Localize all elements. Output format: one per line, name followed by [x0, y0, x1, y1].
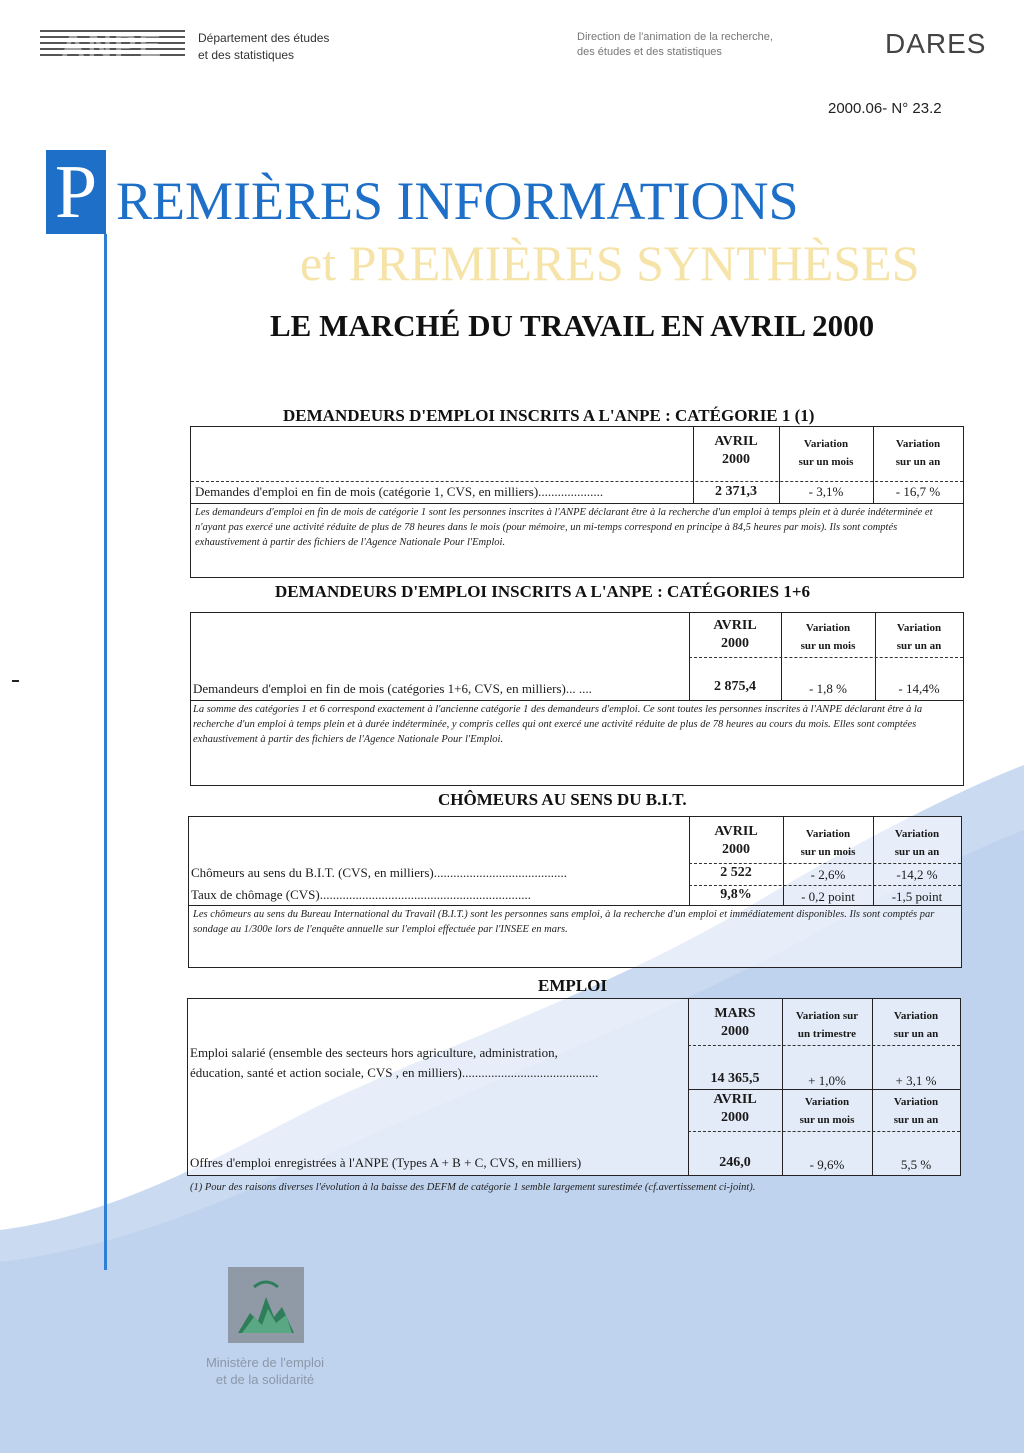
section-title-bit: CHÔMEURS AU SENS DU B.I.T.	[438, 790, 687, 809]
row-label-demandeurs: Demandeurs d'emploi en fin de mois (catégories 1+6, CVS, en milliers)... ....	[193, 681, 592, 696]
issue-number: 2000.06- N° 23.2	[828, 100, 942, 117]
col-header-var-month: Variation sur un mois	[800, 622, 856, 652]
table-cat16	[190, 612, 964, 786]
section-title-cat16: DEMANDEURS D'EMPLOI INSCRITS A L'ANPE : CATÉGORIES 1+6	[275, 582, 811, 601]
department-label	[198, 30, 329, 64]
section-title-emploi: EMPLOI	[538, 976, 607, 995]
row-label-offres: Offres d'emploi enregistrées à l'ANPE (Types A + B + C, CVS, en milliers)	[190, 1155, 582, 1170]
col-header-var-year: Variation sur un an	[894, 828, 940, 858]
footnote: (1) Pour des raisons diverses l'évolution à la baisse des DEFM de catégorie 1 semble largement surestimée (cf.avertissement ci-joint).	[190, 1182, 756, 1193]
col-header-avril: AVRIL 2000	[713, 618, 757, 651]
department-line-2: et des statistiques	[198, 48, 295, 62]
row-label-emploi-line2: éducation, santé et action sociale, CVS , en milliers)..........................................	[190, 1065, 599, 1080]
col-header-var-quarter: Variation sur un trimestre	[795, 1010, 859, 1040]
var-year-chomeurs: -14,2 %	[896, 867, 938, 882]
var-month-demandes: - 3,1%	[808, 484, 844, 499]
department-line-1: Département des études	[198, 31, 330, 45]
direction-label	[577, 30, 773, 60]
note-cat16: La somme des catégories 1 et 6 correspond exactement à l'ancienne catégorie 1 des demandeurs d'emploi. Ce sont toutes les personnes inscrites à l'ANPE déclarant être à la recherche d'un emploi à temps plein et à durée indéterminée, y compris celles qui ont exercé une activité réduite de plus de 78 heures au cours du mois. Elles sont comptées exhaustivement à partir des fichiers de l'Agence Nationale Pour l'Emploi.	[193, 704, 923, 745]
ministry-line-2: et de la solidarité	[215, 1372, 315, 1387]
ministry-logo	[228, 1267, 304, 1343]
col-header-var-month: Variation sur un mois	[800, 828, 856, 858]
page-title: LE MARCHÉ DU TRAVAIL EN AVRIL 2000	[270, 308, 875, 343]
margin-mark	[12, 680, 19, 682]
table-cat1	[190, 426, 964, 578]
col-header-mars: MARS 2000	[714, 1006, 756, 1039]
value-emploi: 14 365,5	[710, 1071, 760, 1086]
col-header-var-month: Variation sur un mois	[799, 1096, 855, 1126]
row-label-demandes: Demandes d'emploi en fin de mois (catégorie 1, CVS, en milliers)....................	[195, 484, 604, 499]
section-title-cat1: DEMANDEURS D'EMPLOI INSCRITS A L'ANPE : CATÉGORIE 1 (1)	[283, 406, 815, 425]
publication-subtitle: et PREMIÈRES SYNTHÈSES	[300, 235, 920, 291]
table-emploi	[187, 998, 961, 1176]
col-header-var-year: Variation sur un an	[895, 438, 941, 468]
var-year-emploi: + 3,1 %	[895, 1073, 937, 1088]
col-header-var-year: Variation sur un an	[893, 1010, 939, 1040]
table-bit	[188, 816, 962, 968]
var-month-chomeurs: - 2,6%	[810, 867, 846, 882]
value-taux: 9,8%	[720, 887, 752, 902]
anpe-logo	[40, 26, 185, 62]
ministry-label	[180, 1354, 350, 1388]
var-year-offres: 5,5 %	[900, 1157, 932, 1172]
value-demandes: 2 371,3	[715, 484, 757, 499]
var-year-demandeurs: - 14,4%	[898, 681, 940, 696]
col-header-var-year-2: Variation sur un an	[893, 1096, 939, 1126]
var-month-demandeurs: - 1,8 %	[809, 681, 847, 696]
dares-label: DARES	[885, 28, 987, 59]
col-header-avril: AVRIL 2000	[714, 824, 758, 857]
value-offres: 246,0	[719, 1155, 751, 1170]
col-header-avril: AVRIL 2000	[714, 434, 758, 467]
note-bit: Les chômeurs au sens du Bureau International du Travail (B.I.T.) sont les personnes sans emploi, à la recherche d'un emploi et immédiatement disponibles. Ils sont comptés par sondage au 1/300e lors de l'enquête annuelle sur l'emploi effectuée par l'INSEE en mars.	[193, 909, 935, 935]
row-label-chomeurs: Chômeurs au sens du B.I.T. (CVS, en milliers).........................................	[191, 865, 568, 880]
direction-line-2: des études et des statistiques	[577, 46, 722, 58]
var-month-offres: - 9,6%	[809, 1157, 845, 1172]
col-header-var-month: Variation sur un mois	[798, 438, 854, 468]
var-year-demandes: - 16,7 %	[895, 484, 941, 499]
title-vertical-rule	[104, 234, 107, 1270]
var-quarter-emploi: + 1,0%	[808, 1073, 846, 1088]
svg-text:ANPE: ANPE	[60, 27, 164, 62]
title-initial-box: P	[46, 150, 106, 234]
publication-title: REMIÈRES INFORMATIONS	[116, 171, 799, 231]
row-label-taux: Taux de chômage (CVS).................................................................	[191, 887, 531, 902]
var-month-taux: - 0,2 point	[801, 889, 855, 904]
col-header-var-year: Variation sur un an	[896, 622, 942, 652]
value-chomeurs: 2 522	[720, 865, 752, 880]
var-year-taux: -1,5 point	[891, 889, 943, 904]
value-demandeurs: 2 875,4	[714, 679, 756, 694]
col-header-avril: AVRIL 2000	[713, 1092, 757, 1125]
ministry-line-1: Ministère de l'emploi	[205, 1355, 325, 1370]
row-label-emploi-line1: Emploi salarié (ensemble des secteurs hors agriculture, administration,	[190, 1045, 558, 1060]
note-cat1: Les demandeurs d'emploi en fin de mois de catégorie 1 sont les personnes inscrites à l'ANPE déclarant être à la recherche d'un emploi à temps plein et à durée indéterminée et n'ayant pas exercé une activité réduite de plus de 78 heures dans le mois (pour mémoire, un mi-temps correspond en principe à 84,5 heures par mois). Ils sont comptés exhaustivement à partir des fichiers de l'Agence Nationale Pour l'Emploi.	[195, 507, 933, 548]
direction-line-1: Direction de l'animation de la recherche,	[577, 31, 773, 43]
